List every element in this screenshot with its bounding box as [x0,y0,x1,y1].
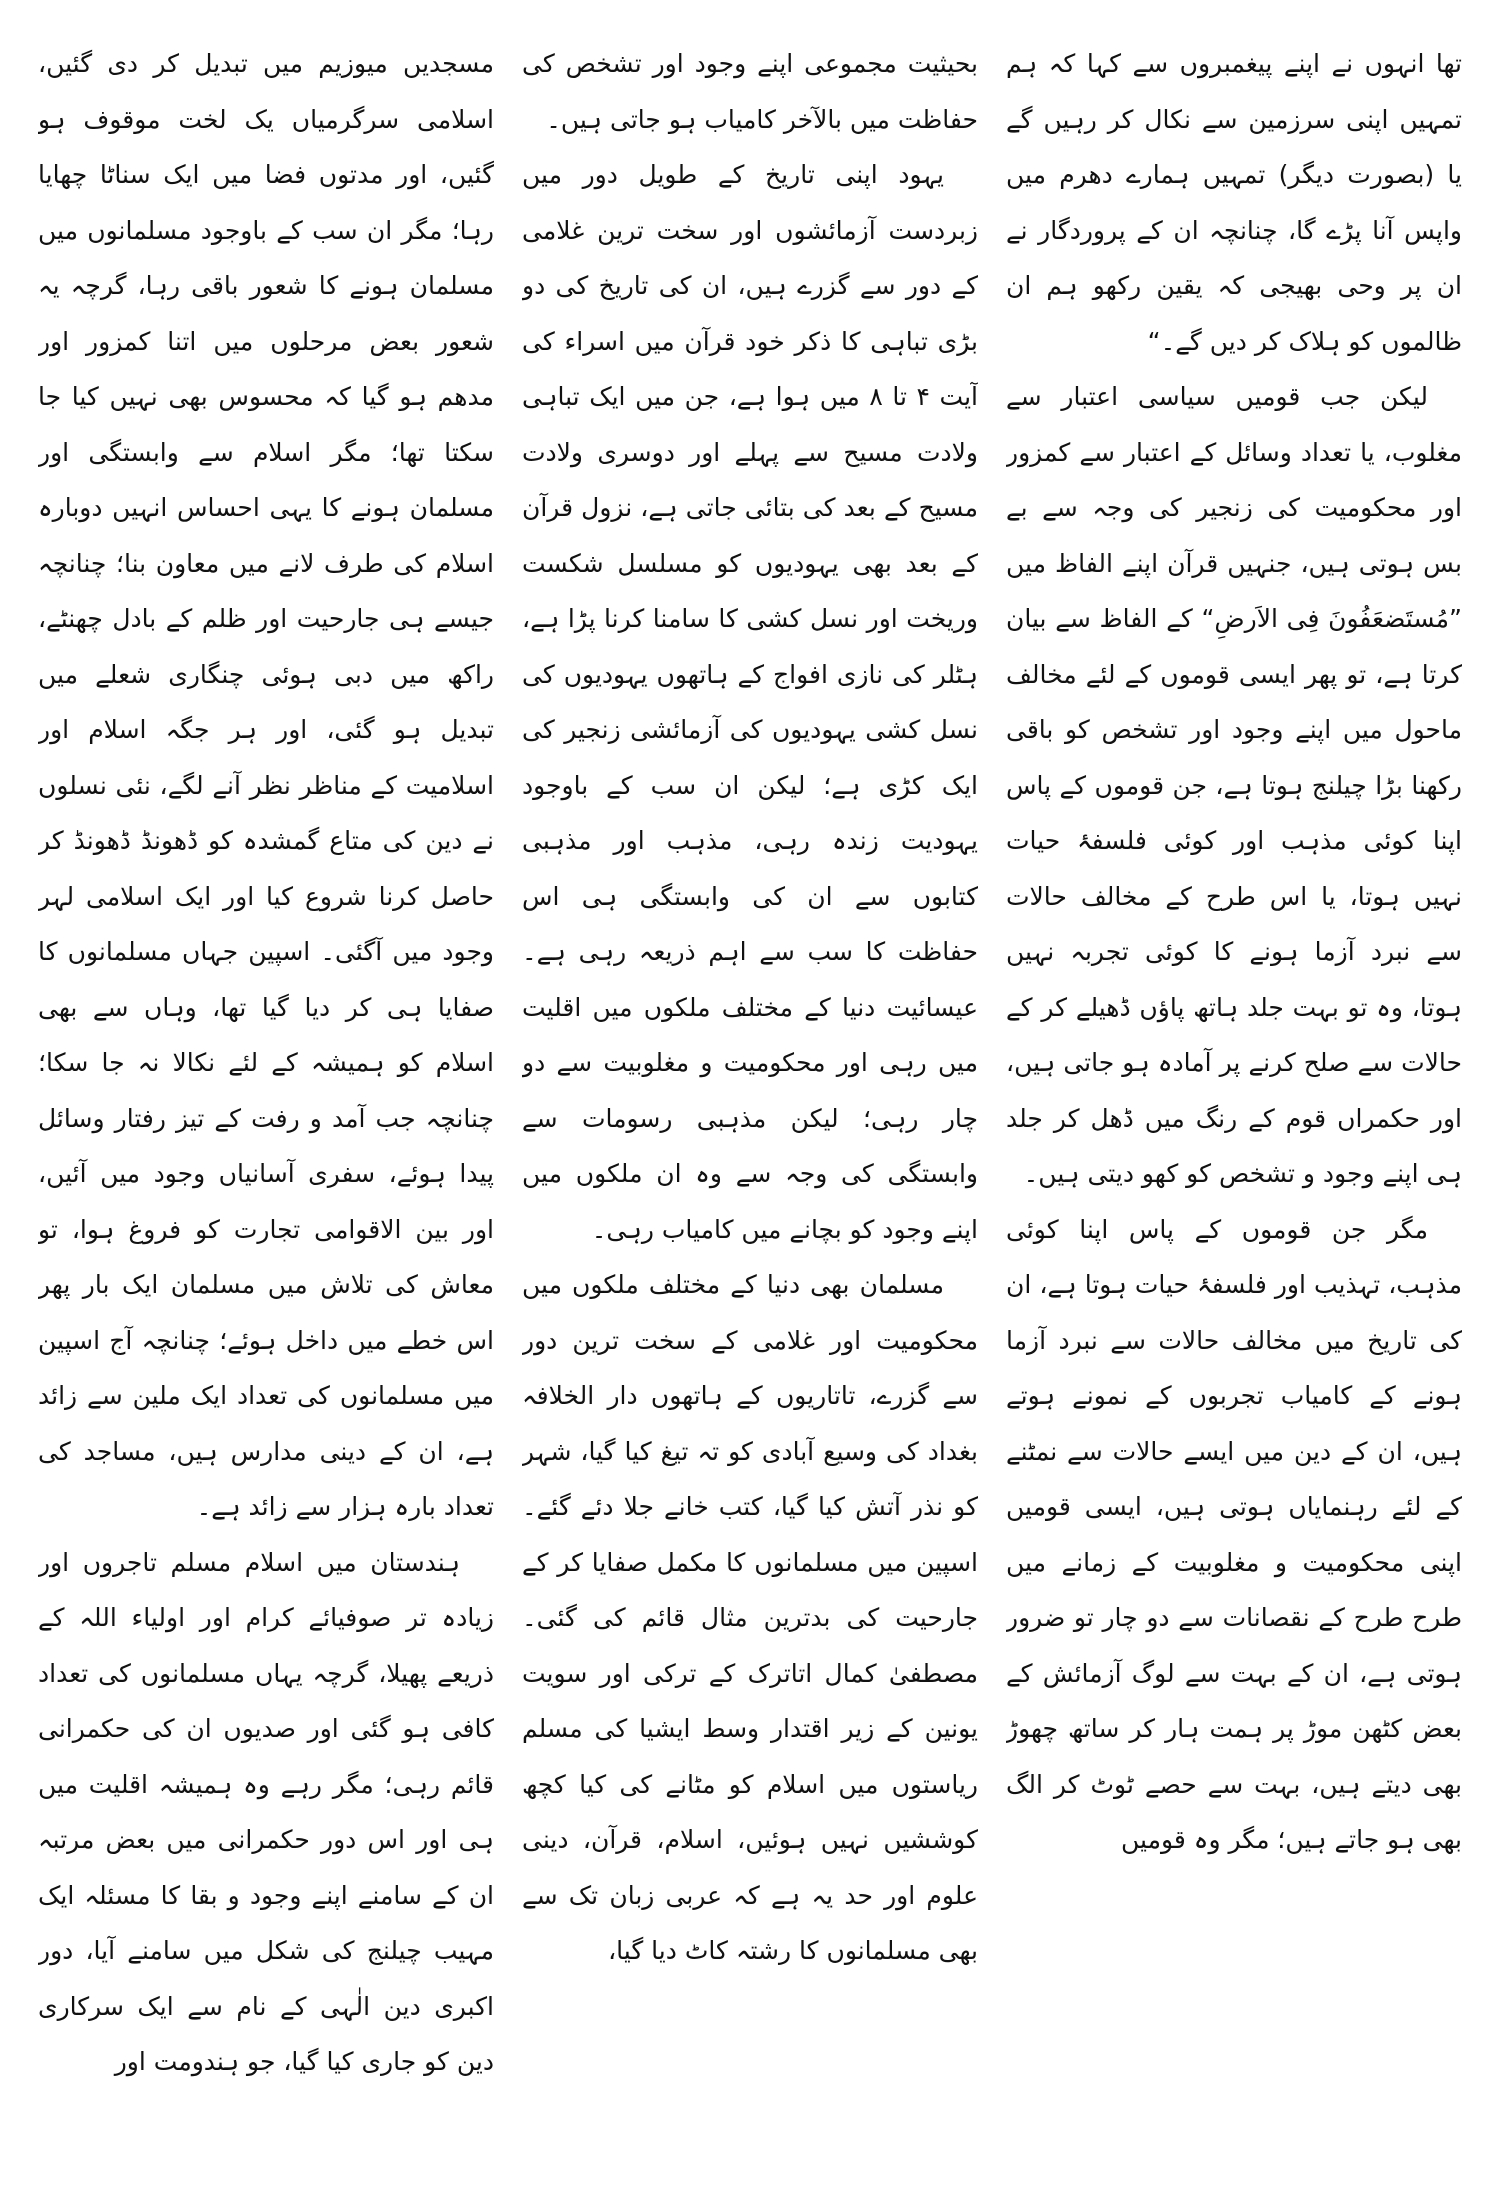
paragraph: ہندستان میں اسلام مسلم تاجروں اور زیادہ تر صوفیائے کرام اور اولیاء اللہ کے ذریعے پھیلا، گرچہ یہاں مسلمانوں کی تعداد کافی ہو گئی اور صدیوں ان کی حکمرانی قائم رہی؛ مگر رہے وہ ہمیشہ اقلیت میں ہی اور اس دور حکمرانی میں بعض مرتبہ ان کے سامنے اپنے وجود و بقا کا مسئلہ ایک مہیب چیلنج کی شکل میں سامنے آیا، دور اکبری دین الٰہی کے نام سے ایک سرکاری دین کو جاری کیا گیا، جو ہندومت اور [38,1547,494,2076]
paragraph: مسلمان بھی دنیا کے مختلف ملکوں میں محکومیت اور غلامی کے سخت ترین دور سے گزرے، تاتاریوں کے ہاتھوں دار الخلافہ بغداد کی وسیع آبادی کو تہ تیغ کیا گیا، شہر کو نذر آتش کیا گیا، کتب خانے جلا دئے گئے۔ اسپین میں مسلمانوں کا مکمل صفایا کر کے جارحیت کی بدترین مثال قائم کی گئی۔ مصطفیٰ کمال اتاترک کے ترکی اور سویت یونین کے زیر اقتدار وسط ایشیا کی مسلم ریاستوں میں اسلام کو مٹانے کی کیا کچھ کوششیں نہیں ہوئیں، اسلام، قرآن، دینی علوم اور حد یہ ہے کہ عربی زبان تک سے بھی مسلمانوں کا رشتہ کاٹ دیا گیا، [522,1270,978,1965]
text-column-left [38,36,494,2170]
paragraph: یہود اپنی تاریخ کے طویل دور میں زبردست آزمائشوں اور سخت ترین غلامی کے دور سے گزرے ہیں، ان کی تاریخ کی دو بڑی تباہی کا ذکر خود قرآن میں اسراء کی آیت ۴ تا ۸ میں ہوا ہے، جن میں ایک تباہی ولادت مسیح سے پہلے اور دوسری ولادت مسیح کے بعد کی بتائی جاتی ہے، نزول قرآن کے بعد بھی یہودیوں کو مسلسل شکست وریخت اور نسل کشی کا سامنا کرنا پڑا ہے، ہٹلر کی نازی افواج کے ہاتھوں یہودیوں کی نسل کشی یہودیوں کی آزمائشی زنجیر کی ایک کڑی ہے؛ لیکن ان سب کے باوجود یہودیت زندہ رہی، مذہب اور مذہبی کتابوں سے ان کی وابستگی ہی اس حفاظت کا سب سے اہم ذریعہ رہی ہے۔ عیسائیت دنیا کے مختلف ملکوں میں اقلیت میں رہی اور محکومیت و مغلوبیت سے دو چار رہی؛ لیکن مذہبی رسومات سے وابستگی کی وجہ سے وہ ان ملکوں میں اپنے وجود کو بچانے میں کامیاب رہی۔ [522,160,978,1244]
paragraph: تھا انہوں نے اپنے پیغمبروں سے کہا کہ ہم تمہیں اپنی سرزمین سے نکال کر رہیں گے یا (بصورت دیگر) تمہیں ہمارے دھرم میں واپس آنا پڑے گا، چنانچہ ان کے پروردگار نے ان پر وحی بھیجی کہ یقین رکھو ہم ان ظالموں کو ہلاک کر دیں گے۔“ [1006,49,1462,356]
paragraph: مگر جن قوموں کے پاس اپنا کوئی مذہب، تہذیب اور فلسفۂ حیات ہوتا ہے، ان کی تاریخ میں مخالف حالات سے نبرد آزما ہونے کے کامیاب تجربوں کے نمونے ہوتے ہیں، ان کے دین میں ایسے حالات سے نمٹنے کے لئے رہنمایاں ہوتی ہیں، ایسی قومیں اپنی محکومیت و مغلوبیت کے زمانے میں طرح طرح کے نقصانات سے دو چار تو ضرور ہوتی ہے، ان کے بہت سے لوگ آزمائش کے بعض کٹھن موڑ پر ہمت ہار کر ساتھ چھوڑ بھی دیتے ہیں، بہت سے حصے ٹوٹ کر الگ بھی ہو جاتے ہیں؛ مگر وہ قومیں [1006,1214,1462,1854]
paragraph: مسجدیں میوزیم میں تبدیل کر دی گئیں، اسلامی سرگرمیاں یک لخت موقوف ہو گئیں، اور مدتوں فضا میں ایک سناٹا چھایا رہا؛ مگر ان سب کے باوجود مسلمانوں میں مسلمان ہونے کا شعور باقی رہا، گرچہ یہ شعور بعض مرحلوں میں اتنا کمزور اور مدھم ہو گیا کہ محسوس بھی نہیں کیا جا سکتا تھا؛ مگر اسلام سے وابستگی اور مسلمان ہونے کا یہی احساس انہیں دوبارہ اسلام کی طرف لانے میں معاون بنا؛ چنانچہ جیسے ہی جارحیت اور ظلم کے بادل چھنٹے، راکھ میں دبی ہوئی چنگاری شعلے میں تبدیل ہو گئی، اور ہر جگہ اسلام اور اسلامیت کے مناظر نظر آنے لگے، نئی نسلوں نے دین کی متاع گمشدہ کو ڈھونڈ ڈھونڈ کر حاصل کرنا شروع کیا اور ایک اسلامی لہر وجود میں آگئی۔ اسپین جہاں مسلمانوں کا صفایا ہی کر دیا گیا تھا، وہاں سے بھی اسلام کو ہمیشہ کے لئے نکالا نہ جا سکا؛ چنانچہ جب آمد و رفت کے تیز رفتار وسائل پیدا ہوئے، سفری آسانیاں وجود میں آئیں، اور بین الاقوامی تجارت کو فروغ ہوا، تو معاش کی تلاش میں مسلمان ایک بار پھر اس خطے میں داخل ہوئے؛ چنانچہ آج اسپین میں مسلمانوں کی تعداد ایک ملین سے زائد ہے، ان کے دینی مدارس ہیں، مساجد کی تعداد بارہ ہزار سے زائد ہے۔ [38,49,494,1521]
paragraph: لیکن جب قومیں سیاسی اعتبار سے مغلوب، یا تعداد وسائل کے اعتبار سے کمزور اور محکومیت کی زنجیر کی وجہ سے بے بس ہوتی ہیں، جنہیں قرآن اپنے الفاظ میں ”مُستَضعَفُونَ فِی الاَرضِ“ کے الفاظ سے بیان کرتا ہے، تو پھر ایسی قوموں کے لئے مخالف ماحول میں اپنے وجود اور تشخص کو باقی رکھنا بڑا چیلنج ہوتا ہے، جن قوموں کے پاس اپنا کوئی مذہب اور کوئی فلسفۂ حیات نہیں ہوتا، یا اس طرح کے مخالف حالات سے نبرد آزما ہونے کا کوئی تجربہ نہیں ہوتا، وہ تو بہت جلد ہاتھ پاؤں ڈھیلے کر کے حالات سے صلح کرنے پر آمادہ ہو جاتی ہیں، اور حکمراں قوم کے رنگ میں ڈھل کر جلد ہی اپنے وجود و تشخص کو کھو دیتی ہیں۔ [1006,382,1462,1188]
paragraph: بحیثیت مجموعی اپنے وجود اور تشخص کی حفاظت میں بالآخر کامیاب ہو جاتی ہیں۔ [522,49,978,134]
text-column-right [1006,36,1462,2170]
text-column-middle [522,36,978,2170]
